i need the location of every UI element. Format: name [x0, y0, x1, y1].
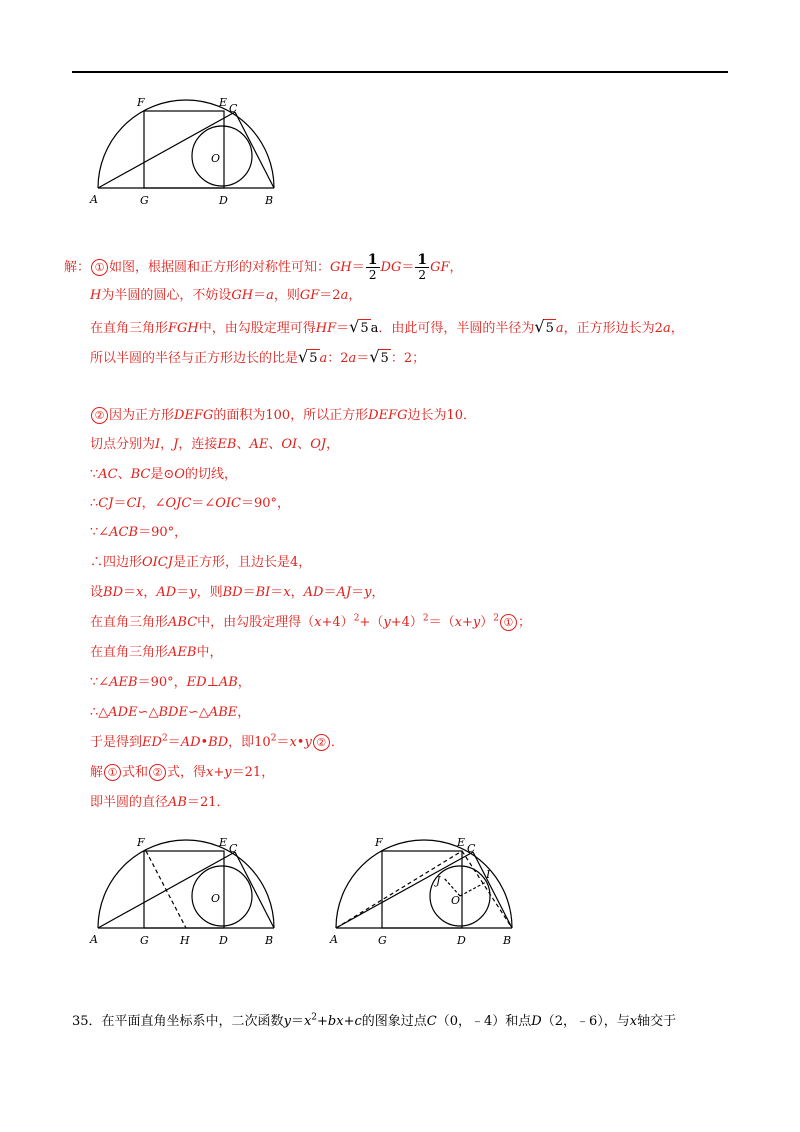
label-G: G	[140, 194, 149, 207]
label-F: F	[137, 96, 145, 109]
solution-line-11: 设BD＝x，AD＝y，则BD＝BI＝x，AD＝AJ＝y，	[90, 585, 385, 600]
label-A: A	[90, 933, 98, 946]
solution-line-16: 于是得到$ED^2=AD•BD$，即$10^2=x•y$ ② ．	[90, 733, 344, 750]
segment-fh-dashed	[146, 851, 186, 928]
solution-line-13: 在直角三角形AEB中，	[90, 645, 223, 660]
solution-line-9: ∵∠ACB＝90°，	[90, 525, 188, 540]
label-B: B	[503, 934, 512, 947]
question-35: 35．在平面直角坐标系中，二次函数$y=x^2+bx+c$的图象过点C（0，﹣4）和点D（2，﹣6），与x轴交于	[72, 1012, 677, 1029]
label-O: O	[211, 152, 221, 165]
label-A: A	[330, 933, 338, 946]
label-O: O	[211, 892, 221, 905]
label-E: E	[219, 96, 228, 109]
figure-3	[326, 832, 526, 950]
solution-line-12: 在直角三角形ABC中，由勾股定理得$(x+4)^2+(y+4)^2=(x+y)^2$ ① ；	[90, 613, 531, 630]
label-O: O	[451, 894, 461, 907]
solution-line-15: ∴△ADE∽△BDE∽△ABE，	[90, 705, 251, 720]
fraction-half: $\frac{1}{2}$	[367, 252, 378, 282]
segment-bc	[235, 112, 274, 188]
label-E: E	[219, 836, 228, 849]
label-D: D	[219, 934, 228, 947]
segment-ac	[98, 112, 235, 188]
semicircle-arc	[98, 100, 274, 188]
label-G: G	[140, 934, 149, 947]
label-C: C	[229, 842, 238, 855]
solution-line-17: 解 ① 式和 ② 式，得x+y＝21，	[90, 765, 275, 780]
label-C: C	[229, 102, 238, 115]
label-G: G	[378, 934, 387, 947]
incircle	[192, 866, 252, 926]
solution-line-1: 解： ① 如图，根据圆和正方形的对称性可知：GH＝ $\frac{1}{2}$ DG＝ $\frac{1}{2}$ GF，	[64, 252, 463, 282]
semicircle-arc	[98, 840, 274, 928]
segment-eb-dashed	[462, 851, 512, 928]
solution-line-6: 切点分别为I，J，连接EB、AE、OI、OJ，	[90, 437, 340, 452]
solution-line-7: ∵AC、BC是⊙O的切线，	[90, 467, 237, 482]
solution-line-18: 即半圆的直径AB＝21．	[90, 795, 230, 810]
label-I: I	[486, 868, 491, 881]
label-C: C	[467, 842, 476, 855]
square-defg	[144, 111, 224, 188]
solution-line-10: ∴四边形OICJ是正方形，且边长是4，	[90, 555, 312, 570]
solution-line-4: 所以半圆的半径与正方形边长的比是√5 a：2a＝√5 ：2；	[90, 347, 426, 366]
segment-ae-dashed	[336, 851, 462, 928]
label-F: F	[375, 836, 383, 849]
solution-line-2: H为半圆的圆心，不妨设GH＝a，则GF＝2a，	[90, 288, 362, 303]
segment-oi-dashed	[460, 882, 486, 896]
solution-line-3: 在直角三角形FGH中，由勾股定理可得HF＝√5 a．由此可得，半圆的半径为√5 a，正方形边长为2a，	[90, 317, 684, 336]
top-rule	[72, 71, 728, 73]
segment-bc	[235, 852, 274, 928]
label-J: J	[436, 874, 441, 887]
square-defg	[382, 851, 462, 928]
label-D: D	[219, 194, 228, 207]
label-B: B	[265, 194, 274, 207]
label-E: E	[457, 836, 466, 849]
incircle	[192, 126, 252, 186]
figure-2	[88, 832, 288, 950]
label-F: F	[137, 836, 145, 849]
label-H: H	[180, 934, 190, 947]
semicircle-arc	[336, 840, 512, 928]
solution-line-8: ∴CJ＝CI，∠OJC＝∠OIC＝90°，	[90, 496, 290, 511]
segment-bc	[473, 852, 512, 928]
figure-1	[88, 92, 288, 210]
solution-line-5: ② 因为正方形DEFG的面积为100，所以正方形DEFG边长为10．	[90, 407, 476, 425]
square-defg	[144, 851, 224, 928]
label-A: A	[90, 193, 98, 206]
label-D: D	[457, 934, 466, 947]
fraction-half: $\frac{1}{2}$	[417, 252, 428, 282]
label-B: B	[265, 934, 274, 947]
segment-ac	[336, 852, 473, 928]
solution-line-14: ∵∠AEB＝90°，ED⊥AB，	[90, 675, 251, 690]
